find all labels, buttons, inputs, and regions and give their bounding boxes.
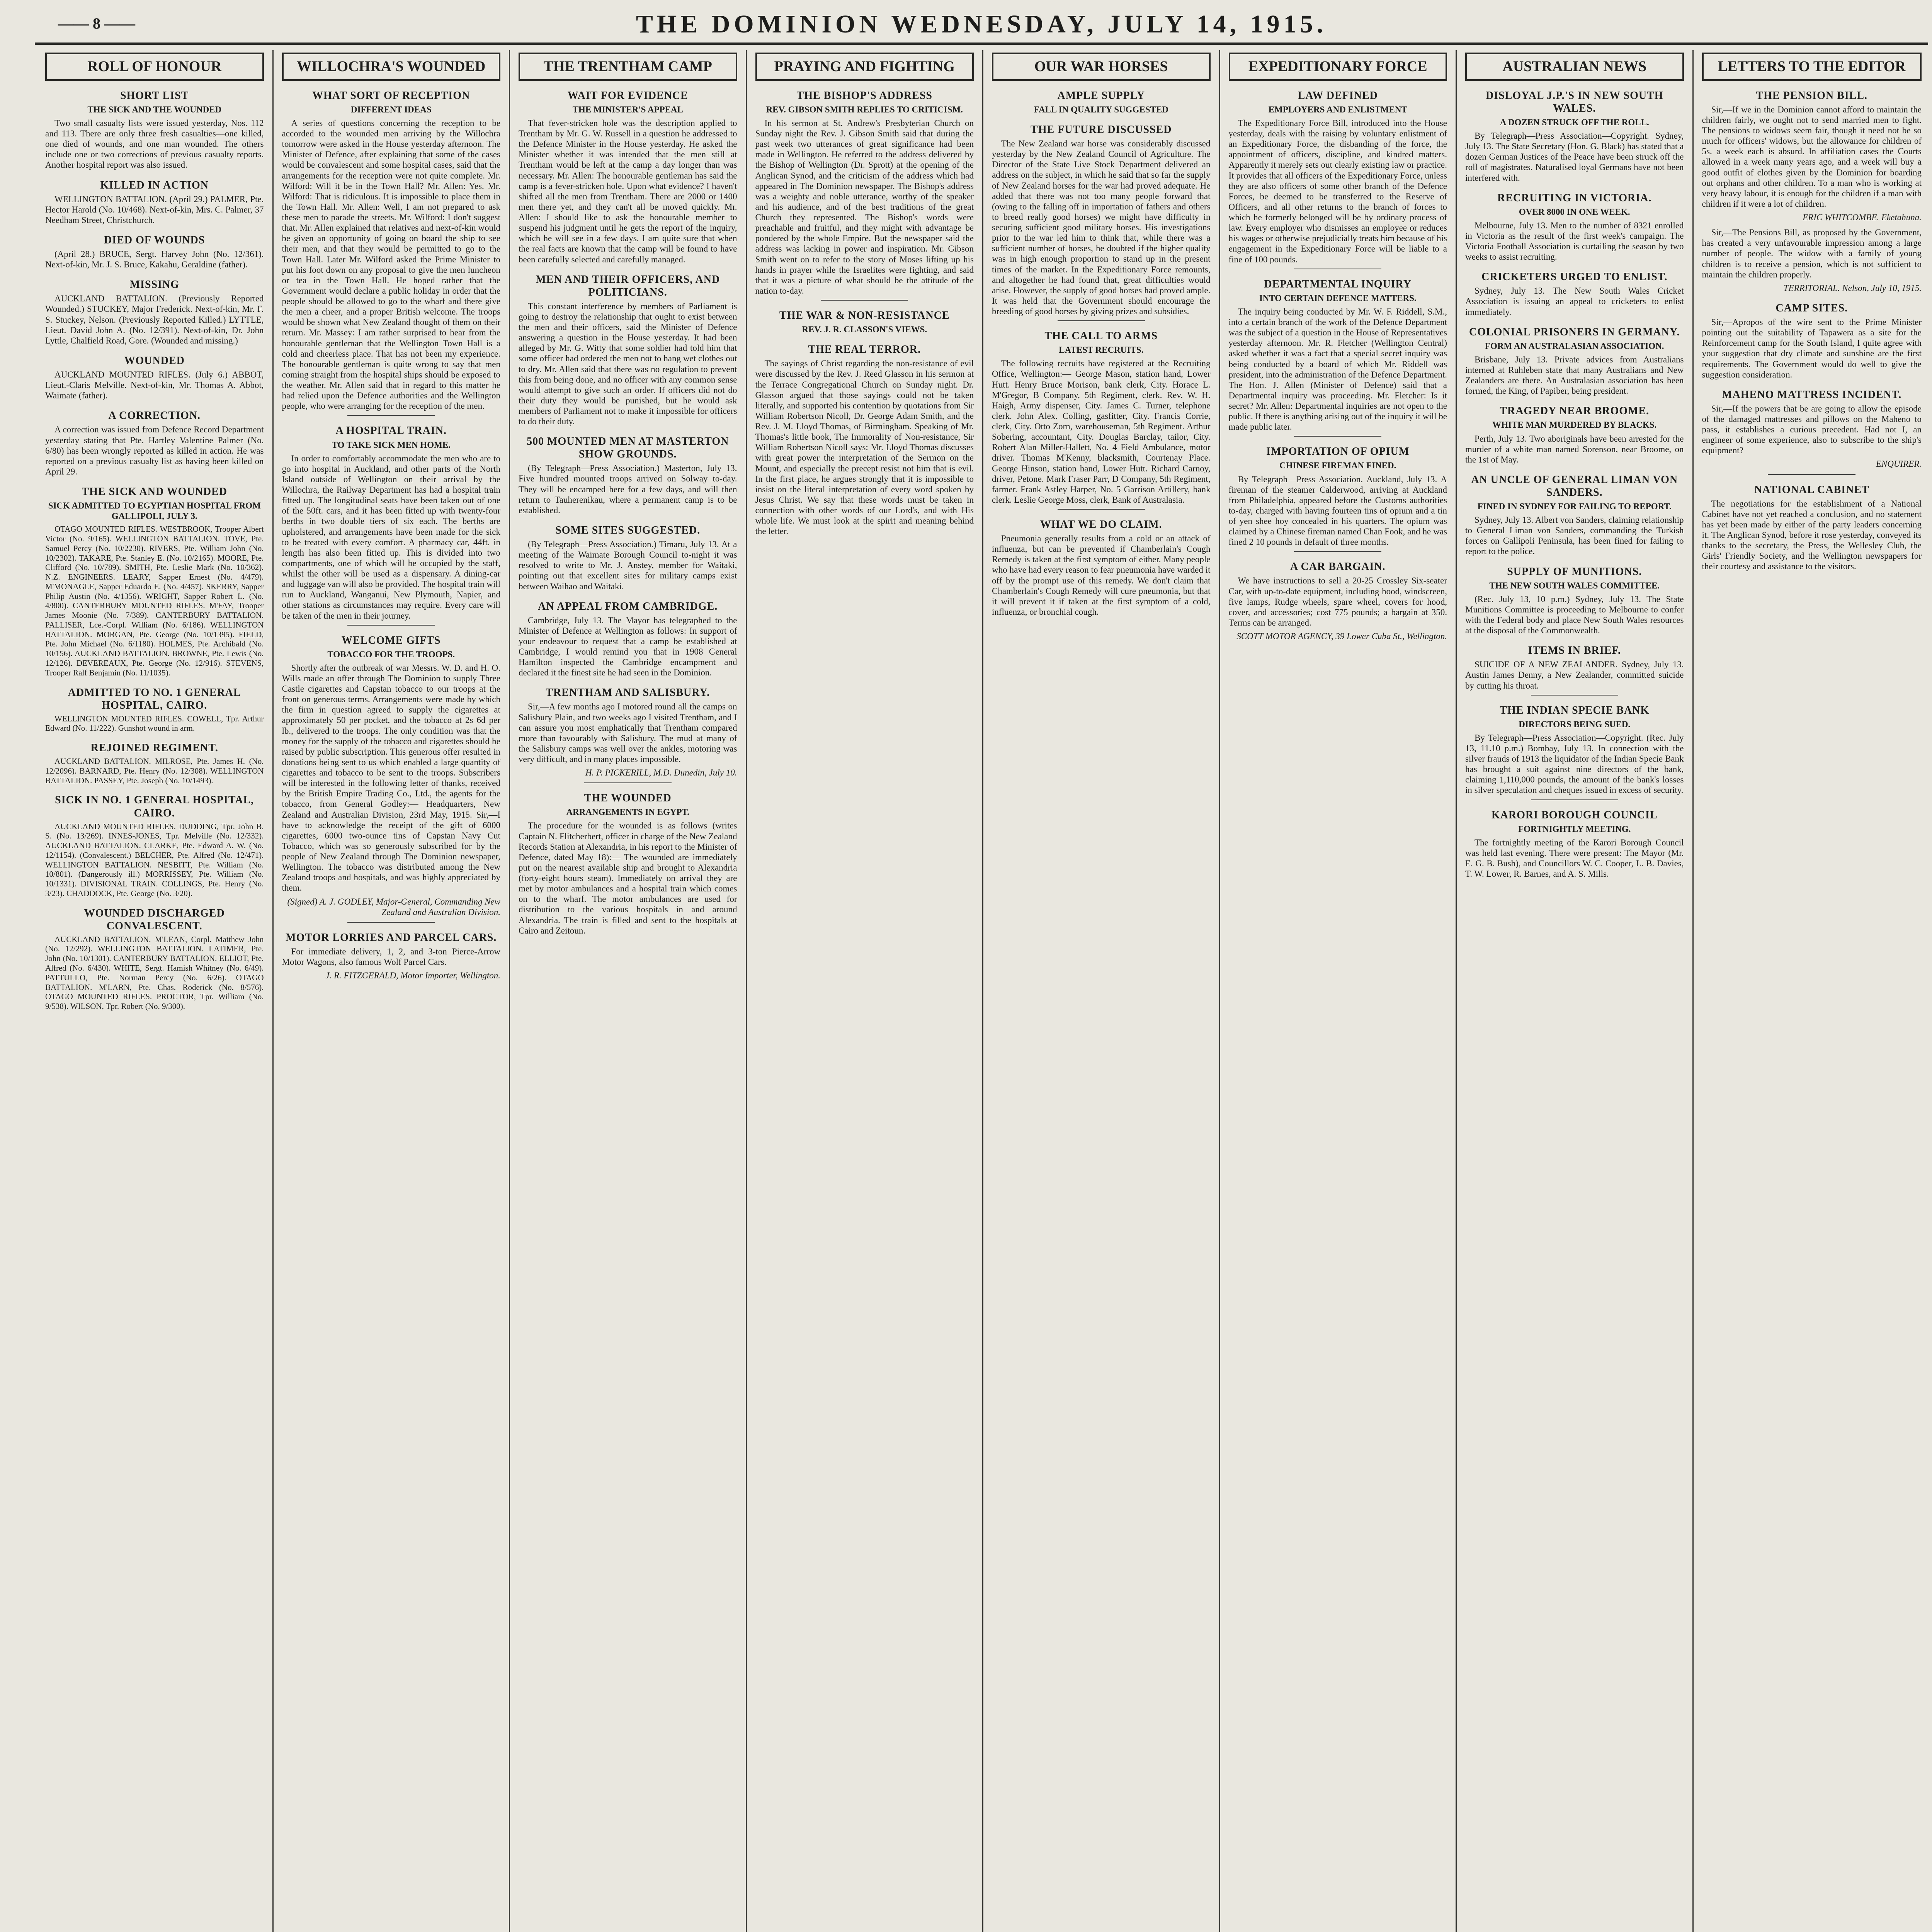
article-paragraph: WELLINGTON BATTALION. (April 29.) PALMER, Pte. Hector Harold (No. 10/468). Next-of-kin, Mrs. C. Palmer, 37 Needham Street, Christchurch. [45,194,264,225]
signature: (Signed) A. J. GODLEY, Major-General, Commanding New Zealand and Australian Division. [287,896,500,917]
divider [584,782,672,783]
section-title: ITEMS IN BRIEF. [1528,645,1621,657]
article-paragraph: AUCKLAND MOUNTED RIFLES. (July 6.) ABBOT, Lieut.-Claris Melville. Next-of-kin, Mr. Thomas A. Abbot, Waimate (father). [45,369,264,401]
section-subtitle: A DOZEN STRUCK OFF THE ROLL. [1500,117,1649,127]
column-expeditionary-force [1220,50,1457,1932]
signature: H. P. PICKERILL, M.D. Dunedin, July 10. [585,768,737,778]
section-title: DISLOYAL J.P.'S IN NEW SOUTH WALES. [1485,89,1663,114]
article-paragraph: Melbourne, July 13. Men to the number of 8321 enrolled in Victoria as the result of the first week's campaign. The Victoria Football Association is curtailing the season by two weeks to assist recruiting. [1465,220,1684,262]
article-paragraph: In his sermon at St. Andrew's Presbyterian Church on Sunday night the Rev. J. Gibson Smith said that during the past week two utterances of great significance had been made in Wellington. He referred to the address delivered by the Bishop of Wellington (Dr. Sprott) at the opening of the Anglican Synod, and the criticism of the address which had appeared in The Dominion newspaper. The Bishop's address was a weighty and noble utterance, worthy of the speaker and his audience, and of the best traditions of the great Church they represented. The Bishop's words were preachable and fruitful, and they might with advantage be pondered by the whole Empire. But the newspaper said the address was lacking in power and inspiration. Mr. Gibson Smith went on to refer to the story of Moses lifting up his hands in prayer while the Israelites were fighting, and said that it was a picture of what should be the attitude of the nation to-day. [755,118,974,296]
section-subtitle: FINED IN SYDNEY FOR FAILING TO REPORT. [1477,501,1672,511]
section-title: ADMITTED TO NO. 1 GENERAL HOSPITAL, CAIRO. [68,686,241,711]
section-title: AN APPEAL FROM CAMBRIDGE. [538,600,718,612]
signature: ERIC WHITCOMBE. Eketahuna. [1803,213,1922,223]
article-paragraph: In order to comfortably accommodate the men who are to go into hospital in Auckland, and other parts of the North Island outside of Wellington on their arrival by the Willochra, the Railway Department has had a hospital train fitted up. The longitudinal seats have been taken out of one of the 50ft. cars, and it has been fitted up with twenty-four berths in two double tiers of six each. The berths are upholstered, and arrangements have been made for the sick to be treated with every comfort. A pharmacy car, 44ft. in length has also been fitted up. This is divided into two compartments, one of which will be occupied by the staff, whilst the other will be used as a dispensary. A dining-car and luggage van will also be provided. The hospital train will run to Auckland, Wanganui, New Plymouth, Napier, and other stations as circumstances may require. Every care will be taken of the men in their journey. [282,453,500,621]
article-paragraph: The Expeditionary Force Bill, introduced into the House yesterday, deals with the raising by voluntary enlistment of an Expeditionary Force, the disbanding of the force, the appointment of officers, discipline, and kindred matters. Apparently it merely sets out clearly existing law or practice. It provides that all officers of the Expeditionary Force, unless they are also officers of some other branch of the Defence Forces, be deemed to be transferred to the Reserve of Officers, and all other returns to the branch of forces to which he formerly belonged will be by ordinary process of law. Every employer who dismisses an employee or reduces his wages or otherwise prejudicially treats him because of his engagement in the Expeditionary Force will be liable to a fine of 100 pounds. [1228,118,1447,264]
newspaper-title: THE DOMINION WEDNESDAY, JULY 14, 1915. [636,10,1327,38]
section-subtitle: TO TAKE SICK MEN HOME. [332,440,451,450]
article-paragraph: SUICIDE OF A NEW ZEALANDER. Sydney, July 13. Austin James Denny, a New Zealander, committed suicide by cutting his throat. [1465,660,1684,690]
section-title: IMPORTATION OF OPIUM [1266,446,1410,458]
section-title: TRAGEDY NEAR BROOME. [1500,405,1650,417]
signature: ENQUIRER. [1876,459,1922,469]
column-war-horses [983,50,1220,1932]
section-subtitle: ARRANGEMENTS IN EGYPT. [566,807,689,817]
section-subtitle: DIRECTORS BEING SUED. [1519,719,1631,729]
article-paragraph: The New Zealand war horse was considerably discussed yesterday by the New Zealand Council of Agriculture. The Director of the State Live Stock Department delivered an address on the subject, in which he said that so far the supply of New Zealand horses for the war had proved adequate. He added that there was not too many people forward that (owing to the falling off in importation of fathers and others to breed really good horses) we might have difficulty in securing sufficient good military horses. His investigations prior to the war led him to think that, while there was a sufficient number of horses, he doubted if the higher quality was in high enough proportion to stand up in the present times of the market. In the Expeditionary Force remounts, and altogether he had found that, great difficulties would arise. However, the supply of good horses had proved ample. It was held that the Government should encourage the breeding of good horses by giving prizes and subsidies. [992,139,1211,316]
column-heading: ROLL OF HONOUR [45,53,264,81]
article-paragraph: (By Telegraph—Press Association.) Timaru, July 13. At a meeting of the Waimate Borough Council to-night it was resolved to write to Mr. J. Anstey, member for Waitaki, pointing out that excellent sites for military camps exist between Waihao and Waitaki. [519,539,737,591]
section-subtitle: LATEST RECRUITS. [1059,345,1144,355]
section-title: THE PENSION BILL. [1756,89,1868,102]
section-title: THE REAL TERROR. [808,344,921,356]
divider [1531,799,1618,800]
section-subtitle: REV. GIBSON SMITH REPLIES TO CRITICISM. [766,104,963,114]
section-title: THE SICK AND WOUNDED [82,486,228,498]
divider [1531,695,1618,696]
advertisement-title: A CAR BARGAIN. [1290,561,1386,573]
column-heading: THE TRENTHAM CAMP [519,53,737,81]
divider [347,415,435,416]
section-subtitle: THE SICK AND THE WOUNDED [87,104,222,114]
section-title: KARORI BOROUGH COUNCIL [1491,809,1658,821]
section-title: THE WOUNDED [584,792,672,804]
article-paragraph: Sir,—A few months ago I motored round all the camps on Salisbury Plain, and two weeks ago I visited Trentham, and I can assure you most emphatically that Trentham compared more than favourably with Salisbury. The mud at many of the Salisbury camps was well over the ankles, motoring was very difficult, and in many places impossible. [519,702,737,764]
section-subtitle: FALL IN QUALITY SUGGESTED [1034,104,1168,114]
section-title: TRENTHAM AND SALISBURY. [546,687,710,699]
section-title: COLONIAL PRISONERS IN GERMANY. [1469,326,1680,338]
column-heading: LETTERS TO THE EDITOR [1702,53,1922,81]
divider [821,300,908,301]
section-title: THE INDIAN SPECIE BANK [1500,704,1650,716]
article-paragraph: Brisbane, July 13. Private advices from Australians interned at Ruhleben state that many Australians and New Zealanders are there. An Australasian association has been formed, the King, of Papiber, being president. [1465,354,1684,396]
section-subtitle: SICK ADMITTED TO EGYPTIAN HOSPITAL FROM GALLIPOLI, JULY 3. [48,501,261,521]
divider [347,922,435,923]
column-trentham-camp [510,50,747,1932]
section-title: REJOINED REGIMENT. [90,742,218,754]
column-letters [1694,50,1930,1932]
section-subtitle: EMPLOYERS AND ENLISTMENT [1268,104,1407,114]
article-paragraph: Sir,—If the powers that be are going to allow the episode of the damaged mattresses and pillows on the Maheno to pass, it establishes a curious precedent. Had not I, an engineer of some experience, also to subscribe to the ship's equipment? [1702,403,1922,456]
article-paragraph: By Telegraph—Press Association—Copyright. Sydney, July 13. The State Secretary (Hon. G. Black) has stated that a dozen German Justices of the Peace have been struck off the roll of magistrates. Naturalised loyal Germans have not been interfered with. [1465,131,1684,183]
section-title: WELCOME GIFTS [342,634,441,646]
advertisement-text: We have instructions to sell a 20-25 Crossley Six-seater Car, with up-to-date equipment, including hood, windscreen, five lamps, Rudge wheels, spare wheel, covers for hood, cover, and accessories; cost 775 pounds; a bargain at 350. Terms can be arranged. [1228,576,1447,628]
section-title: MAHENO MATTRESS INCIDENT. [1722,388,1902,401]
article-paragraph: (Rec. July 13, 10 p.m.) Sydney, July 13. The State Munitions Committee is proceeding to Melbourne to confer with the Federal body and place New South Wales resources at the disposal of the Commonwealth. [1465,594,1684,636]
section-title: AMPLE SUPPLY [1057,89,1145,102]
article-paragraph: That fever-stricken hole was the description applied to Trentham by Mr. G. W. Russell in a question he addressed to the Defence Minister in the House yesterday. He asked the Minister whether it was intended that the men still at Trentham would be left at the camp a day longer than was necessary. Mr. Allen: The honourable gentleman has said the camp is a fever-stricken hole. Upon what evidence? I haven't shifted all the men from Trentham. There are 2000 or 1400 men there yet, and they can't all be moved quickly. Mr. Allen: I should like to ask the honourable member to suspend his judgment until he gets the report of the inquiry, which he will see in a few days. I am quite sure that when the real facts are known that the camp will be found to have been carefully selected and carefully managed. [519,118,737,264]
section-title: THE WAR & NON-RESISTANCE [779,310,950,322]
article-paragraph: AUCKLAND BATTALION. M'LEAN, Corpl. Matthew John (No. 12/292). WELLINGTON BATTALION. LATIMER, Pte. John (No. 10/1301). CANTERBURY BATTALION. ELLIOT, Pte. Alfred (No. 6/430). WHITE, Sergt. Hamish Whitney (No. 6/49). PATTULLO, Pte. Norman Percy (No. 6/26). OTAGO BATTALION. M'LARN, Pte. Chas. Roderick (No. 8/576). OTAGO MOUNTED RIFLES. PROCTOR, Tpr. William (No. 9/538). WILSON, Tpr. Robert (No. 9/300). [45,934,264,1011]
article-paragraph: AUCKLAND BATTALION. MILROSE, Pte. James H. (No. 12/2096). BARNARD, Pte. Henry (No. 12/308). WELLINGTON BATTALION. PASSEY, Pte. Joseph (No. 10/1493). [45,757,264,785]
section-title: THE CALL TO ARMS [1044,330,1158,342]
advertiser: SCOTT MOTOR AGENCY, 39 Lower Cuba St., Wellington. [1236,631,1447,641]
article-paragraph: AUCKLAND MOUNTED RIFLES. DUDDING, Tpr. John B. S. (No. 13/269). INNES-JONES, Tpr. Melville (No. 12/332). AUCKLAND BATTALION. CLARKE, Pte. Edward A. W. (No. 12/1154). (Convalescent.) BELCHER, Pte. Alfred (No. 12/471). WELLINGTON BATTALION. NESBITT, Pte. William (No. 10/801). (Dangerously ill.) MORRISSEY, Pte. William (No. 10/1331). DIVISIONAL TRAIN. COLLINGS, Pte. Henry (No. 3/23). CHADDOCK, Pte. George (No. 3/20). [45,821,264,898]
column-heading: EXPEDITIONARY FORCE [1229,53,1447,81]
article-paragraph: Sydney, July 13. Albert von Sanders, claiming relationship to General Liman von Sanders, commanding the Turkish forces on Gallipoli Peninsula, has been fined for failing to report to the police. [1465,515,1684,556]
section-title: SICK IN NO. 1 GENERAL HOSPITAL, CAIRO. [55,794,254,819]
section-subtitle: TOBACCO FOR THE TROOPS. [327,649,455,659]
section-title: WHAT SORT OF RECEPTION [312,89,470,102]
section-subtitle: DIFFERENT IDEAS [350,104,432,114]
columns [37,50,1930,1932]
column-heading: WILLOCHRA'S WOUNDED [282,53,501,81]
section-title: MISSING [129,279,179,291]
advertisement-text: Pneumonia generally results from a cold or an attack of influenza, but can be prevented if Chamberlain's Cough Remedy is taken at the first symptom of either. Many people who have had every reason to fear pneumonia have warded it off by the prompt use of this remedy. We don't claim that Chamberlain's Cough Remedy will cure pneumonia, but that it will prevent it if taken at the first symptom of a cold, influenza, or bronchial cough. [992,534,1211,617]
section-title: NATIONAL CABINET [1754,483,1869,496]
article-paragraph: By Telegraph—Press Association—Copyright. (Rec. July 13, 11.10 p.m.) Bombay, July 13. In connection with the silver frauds of 1913 the liquidator of the Indian Specie Bank has brought a suit against nine directors of the bank, claiming 1,110,000 pounds, the amount of the bank's losses in silver speculation and cheques issued in excess of security. [1465,733,1684,795]
signature: TERRITORIAL. Nelson, July 10, 1915. [1783,283,1922,293]
column-heading: AUSTRALIAN NEWS [1465,53,1684,81]
section-title: WOUNDED [124,354,185,367]
section-subtitle: FORTNIGHTLY MEETING. [1518,824,1631,834]
article-paragraph: (April 28.) BRUCE, Sergt. Harvey John (No. 12/361). Next-of-kin, Mr. J. S. Bruce, Kakahu, Geraldine (father). [45,249,264,270]
article-paragraph: The negotiations for the establishment of a National Cabinet have not yet reached a conclusion, and no statement has yet been made by either of the party leaders concerning it. The Anglican Synod, before it rose yesterday, conveyed its thanks to the secretary, the Press, the Wellesley Club, the Girls' Friendly Society, and the Wellington newspapers for their courtesy and assistance to the visitors. [1702,498,1922,571]
article-paragraph: Two small casualty lists were issued yesterday, Nos. 112 and 113. There are only three fresh casualties—one killed, one died of wounds, and one man wounded. The others include one or two corrections of previous casualty reports. Another hospital report was also issued. [45,118,264,170]
divider [1768,474,1855,475]
section-subtitle: THE MINISTER'S APPEAL [572,104,683,114]
section-title: MEN AND THEIR OFFICERS, AND POLITICIANS. [536,273,720,298]
article-paragraph: Sir,—The Pensions Bill, as proposed by the Government, has created a very unfavourable impression among a large number of people. The widow with a family of young children is to receive a pension, which is not sufficient to maintain the children properly. [1702,228,1922,279]
article-paragraph: Sydney, July 13. The New South Wales Cricket Association is issuing an appeal to cricketers to enlist immediately. [1465,286,1684,317]
divider [1294,551,1381,552]
section-subtitle: WHITE MAN MURDERED BY BLACKS. [1492,420,1657,430]
section-title: CRICKETERS URGED TO ENLIST. [1481,271,1668,283]
section-subtitle: CHINESE FIREMAN FINED. [1279,461,1396,471]
section-title: WAIT FOR EVIDENCE [567,89,688,102]
section-title: DIED OF WOUNDS [104,234,205,247]
section-title: SOME SITES SUGGESTED. [555,524,701,536]
section-title: THE FUTURE DISCUSSED [1031,123,1172,136]
section-title: KILLED IN ACTION [100,179,209,191]
section-title: WOUNDED DISCHARGED CONVALESCENT. [84,907,225,932]
article-paragraph: The fortnightly meeting of the Karori Borough Council was held last evening. There were present: The Mayor (Mr. E. G. B. Bush), and Councillors W. C. Cooper, L. B. Davies, T. W. Lower, R. Barnes, and A. S. Mills. [1465,837,1684,879]
column-willochra [274,50,510,1932]
advertiser: J. R. FITZGERALD, Motor Importer, Wellington. [325,971,500,981]
masthead [35,6,1928,45]
column-heading: PRAYING AND FIGHTING [755,53,974,81]
section-title: A HOSPITAL TRAIN. [335,425,447,437]
advertisement-title: MOTOR LORRIES AND PARCEL CARS. [286,931,497,944]
article-paragraph: The sayings of Christ regarding the non-resistance of evil were discussed by the Rev. J. Reed Glasson in his sermon at the Terrace Congregational Church on Sunday night. Dr. Glasson argued that those sayings could not be taken literally, and supported his contention by quotations from Sir William Robertson Nicoll, Dr. George Adam Smith, and the Rev. J. M. Lloyd Thomas, of Birmingham. Speaking of Mr. Thomas's little book, The Immorality of Non-resistance, Sir William Robertson Nicoll says: Mr. Lloyd Thomas discusses with great power the interpretation of the Sermon on the Mount, and especially the precept resist not him that is evil. In the first place, he argues strongly that it is impossible to insist on the literal interpretation of every word spoken by Jesus Christ. We say that these words must be taken in connection with other words of our Lord's, and with His whole life. We must look at the spirit and meaning behind the letter. [755,359,974,536]
section-title: A CORRECTION. [108,410,201,422]
advertisement-text: For immediate delivery, 1, 2, and 3-ton Pierce-Arrow Motor Wagons, also famous Wolf Parcel Cars. [282,946,500,967]
article-paragraph: The following recruits have registered at the Recruiting Office, Wellington:— George Mason, station hand, Lower Hutt. Henry Bruce Morison, bank clerk, City. Horace L. M'Gregor, B Company, 5th Regiment, clerk. Rev. W. H. Haigh, Army dispenser, City. James C. Turner, telephone clerk. John Alex. Colling, gasfitter, City. Francis Corrie, clerk, City. Otto Zorn, warehouseman, 5th Regiment. Arthur Sobering, accountant, City. Douglas Barclay, tailor, City. Robert Alan Miller-Hallett, No. 4 Field Ambulance, motor driver. Thomas M'Kenny, blacksmith, Courtenay Place. George Hinson, station hand, Lower Hutt. Richard Carnoy, driver, Petone. Mark Fraser Parr, D Company, 5th Regiment, farmer. Frank Astley Harper, No. 5 Garrison Artillery, bank clerk. Leslie George Moss, clerk, Bank of Australasia. [992,359,1211,505]
column-australian-news [1457,50,1694,1932]
section-title: AN UNCLE OF GENERAL LIMAN VON SANDERS. [1471,473,1678,498]
advertisement-title: WHAT WE DO CLAIM. [1040,519,1162,531]
section-title: THE BISHOP'S ADDRESS [796,89,932,102]
article-paragraph: By Telegraph—Press Association. Auckland, July 13. A fireman of the steamer Calderwood, arriving at Auckland from Philadelphia, appeared before the Customs authorities to-day, charged with having fourteen tins of opium and a tin of yen shee hoy concealed in his quarters. The opium was claimed by a Chinese fireman named Chan Fook, and he was fined 2 10 pounds in default of three months. [1228,474,1447,547]
article-paragraph: (By Telegraph—Press Association.) Masterton, July 13. Five hundred mounted troops arrived on Solway to-day. They will be encamped here for a few days, and will then return to Tauherenikau, where a permanent camp is to be established. [519,463,737,515]
column-heading: OUR WAR HORSES [992,53,1211,81]
article-paragraph: AUCKLAND BATTALION. (Previously Reported Wounded.) STUCKEY, Major Frederick. Next-of-kin, Mr. F. S. Stuckey, Nelson. (Previously Reported Killed.) LYTTLE, Lieut. David John A. (No. 12/391). Next-of-kin, Dr. John Lyttle, Chalfield Road, Gore. (Wounded and missing.) [45,294,264,345]
article-paragraph: A correction was issued from Defence Record Department yesterday stating that Pte. Hartley Valentine Palmer (No. 6/80) has been wrongly reported as killed in action. He was reported on a previous casualty list as having been killed on April 29. [45,425,264,476]
divider [1058,320,1145,321]
article-paragraph: The procedure for the wounded is as follows (writes Captain N. Flitcherbert, officer in charge of the New Zealand Records Station at Alexandria, in his report to the Minister of Defence, dated May 18):— The wounded are immediately put on the nearest available ship and brought to Alexandria (forty-eight hours steam). Immediately on arrival they are met by motor ambulances and a hospital train which comes on to the wharf. The motor ambulances are used for distribution to the various hospitals in and around Alexandria. The train is filled and sent to the hospitals at Cairo and Zeitoun. [519,821,737,935]
article-paragraph: The inquiry being conducted by Mr. W. F. Riddell, S.M., into a certain branch of the work of the Defence Department was the subject of a question in the House of Representatives yesterday afternoon. Mr. R. Fletcher (Wellington Central) asked whether it was a fact that a special secret inquiry was being conducted by a board of which Mr. Riddell was president, into the administration of the Defence Department. The Hon. J. Allen (Minister of Defence) said that a Departmental inquiry was proceeding. Mr. Fletcher: Is it secret? Mr. Allen: Departmental inquiries are not open to the public. If there is anything arising out of the inquiry it will be made public later. [1228,306,1447,432]
section-title: CAMP SITES. [1776,302,1848,314]
divider [1058,509,1145,510]
article-paragraph: Sir,—If we in the Dominion cannot afford to maintain the children fairly, we ought not to send married men to fight. The pensions to widows seem fair, though it need not be so much for officers' widows, but the allowance for children of 5s. a week each is absurd. In affiliation cases the Courts allowed in a week many years ago, and a week will buy a good outfit of clothes given by the Dominion for boarding out orphans and other children. To a man who is working at very heavy labour, it is enough for the children if a man with children if it were a lot of children. [1702,104,1922,209]
article-paragraph: WELLINGTON MOUNTED RIFLES. COWELL, Tpr. Arthur Edward (No. 11/222). Gunshot wound in arm. [45,714,264,733]
divider [347,625,435,626]
section-subtitle: REV. J. R. CLASSON'S VIEWS. [802,325,927,335]
section-title: LAW DEFINED [1298,89,1378,102]
section-subtitle: INTO CERTAIN DEFENCE MATTERS. [1259,293,1417,303]
section-subtitle: OVER 8000 IN ONE WEEK. [1519,207,1630,217]
article-paragraph: This constant interference by members of Parliament is going to destroy the relationship that ought to exist between the men and their officers, said the Minister of Defence answering a question in the House yesterday. It had been alleged by Mr. G. Witty that some soldier had told him that some officer had ordered the men not to hang wet clothes out to dry. Mr. Allen said that there was no regulation to prevent this from being done, and no officer with any common sense would attempt to give such an order. If officers did not do their duty they would be punished, but he would ask members of Parliament not to make it impossible for officers to do their duty. [519,301,737,427]
article-paragraph: Shortly after the outbreak of war Messrs. W. D. and H. O. Wills made an offer through The Dominion to supply Three Castle cigarettes and Capstan tobacco to our troops at the front on generous terms. Arrangements were made by which the firm in question agreed to supply the cigarettes at approximately 50 per pocket, and the tobacco at 2s 6d per lb., delivered to the troops. The only condition was that the money for the supply of the tobacco and cigarettes should be raised by public subscription. This generous offer resulted in donations being sent to us which enabled a large quantity of cigarettes and tobacco to be sent to the troops. Subscribers will be interested in the following letter of thanks, received by the British Empire Trading Co., Ltd., the agents for the tobacco, from General Godley:— Headquarters, New Zealand and Australian Division, 23rd May, 1915. Sir,—I have to acknowledge the receipt of the gift of 6000 cigarettes, 6000 two-ounce tins of Capstan Navy Cut Tobacco, which was so generously subscribed for by the people of New Zealand through The Dominion newspaper, Wellington. The tobacco was distributed among the New Zealand troops and hospitals, and was highly appreciated by them. [282,663,500,893]
section-title: DEPARTMENTAL INQUIRY [1264,278,1412,290]
column-roll-of-honour [37,50,274,1932]
column-praying-fighting [747,50,984,1932]
article-paragraph: Sir,—Apropos of the wire sent to the Prime Minister pointing out the suitability of Tapawera as a site for the Reinforcement camp for the South Island, I quite agree with your suggestion that dry climate and sunshine are the first requirements. The Government would do well to give the suggestion consideration. [1702,317,1922,379]
section-title: RECRUITING IN VICTORIA. [1497,192,1652,204]
section-title: SHORT LIST [120,89,189,102]
section-subtitle: FORM AN AUSTRALASIAN ASSOCIATION. [1485,341,1664,351]
article-paragraph: A series of questions concerning the reception to be accorded to the wounded men arriving by the Willochra tomorrow were asked in the House yesterday afternoon. The Minister of Defence, after explaining that some of the cases would be convalescent and some hospital cases, said that the arrangements for the reception were not quite complete. Mr. Wilford: Will it be in the Town Hall? Mr. Allen: Yes. Mr. Wilford: That is ridiculous. It is impossible to place them in the Town Hall. Mr. Allen: Well, I am not prepared to ask these men to parade the streets. Mr. Wilford: I don't suggest that. Mr. Allen explained that relatives and next-of-kin would be given an opportunity of going on board the ship to see their men, and that they would be permitted to go to the Town Hall. Later Mr. Wilford asked the Prime Minister to put his foot down on any proposal to give the men luncheon or tea in the Town Hall. He hoped rather that the Government would declare a public holiday in order that the people should be allowed to go to the wharf and there give the men a cheer, and a proper British welcome. The troops would be shown what New Zealand thought of them on their return. Mr. Massey: I am rather surprised to hear from the honourable gentleman that the Wellington Town Hall is a cold and cheerless place. That has not been my experience. The honourable gentleman is quite wrong to say that men coming straight from the hospital ships should be exposed to the weather. Mr. Allen said that in regard to this matter he had relied upon the Defence authorities and the Wellington people, who were arranging for the reception of the men. [282,118,500,411]
divider [1294,436,1381,437]
section-title: SUPPLY OF MUNITIONS. [1507,565,1642,578]
section-subtitle: THE NEW SOUTH WALES COMMITTEE. [1489,580,1660,590]
article-paragraph: Cambridge, July 13. The Mayor has telegraphed to the Minister of Defence at Wellington as follows: In support of your endeavour to request that a camp be established at Cambridge, I would remind you that in 1908 General Hamilton inspected the Cambridge encampment and declared it the finest site he had seen in the Dominion. [519,615,737,678]
article-paragraph: Perth, July 13. Two aboriginals have been arrested for the murder of a white man named Sorenson, near Broome, on the 1st of May. [1465,434,1684,464]
article-paragraph: OTAGO MOUNTED RIFLES. WESTBROOK, Trooper Albert Victor (No. 9/165). WELLINGTON BATTALION. TOVE, Pte. Samuel Percy (No. 10/2230). RIVERS, Pte. William John (No. 10/2302). TAKARE, Pte. Stanley E. (No. 10/2165). MOORE, Pte. Clifford (No. 10/789). SMITH, Pte. Leslie Mark (No. 10/362). N.Z. ENGINEERS. LEARY, Sapper Ernest (No. 4/479). M'MONAGLE, Sapper Eduardo E. (No. 4/457). SKERRY, Sapper Philip Austin (No. 4/1356). WRIGHT, Sapper Robert L. (No. 4/800). CANTERBURY MOUNTED RIFLES. M'FAY, Trooper James Moonie (No. 7/389). CANTERBURY BATTALION. PALLISER, Lce.-Corpl. William (No. 6/186). WELLINGTON BATTALION. MORGAN, Pte. George (No. 10/1395). FIELD, Pte. John Michael (No. 6/1180). HOLMES, Pte. Archibald (No. 10/156). AUCKLAND BATTALION. BROWNE, Pte. Lewis (No. 12/126). DEVEREAUX, Pte. George (No. 12/916). STEVENS, Trooper Ralf Benjamin (No. 11/1035). [45,524,264,677]
section-title: 500 MOUNTED MEN AT MASTERTON SHOW GROUNDS. [527,435,729,461]
page-number: —— 8 —— [58,15,135,32]
